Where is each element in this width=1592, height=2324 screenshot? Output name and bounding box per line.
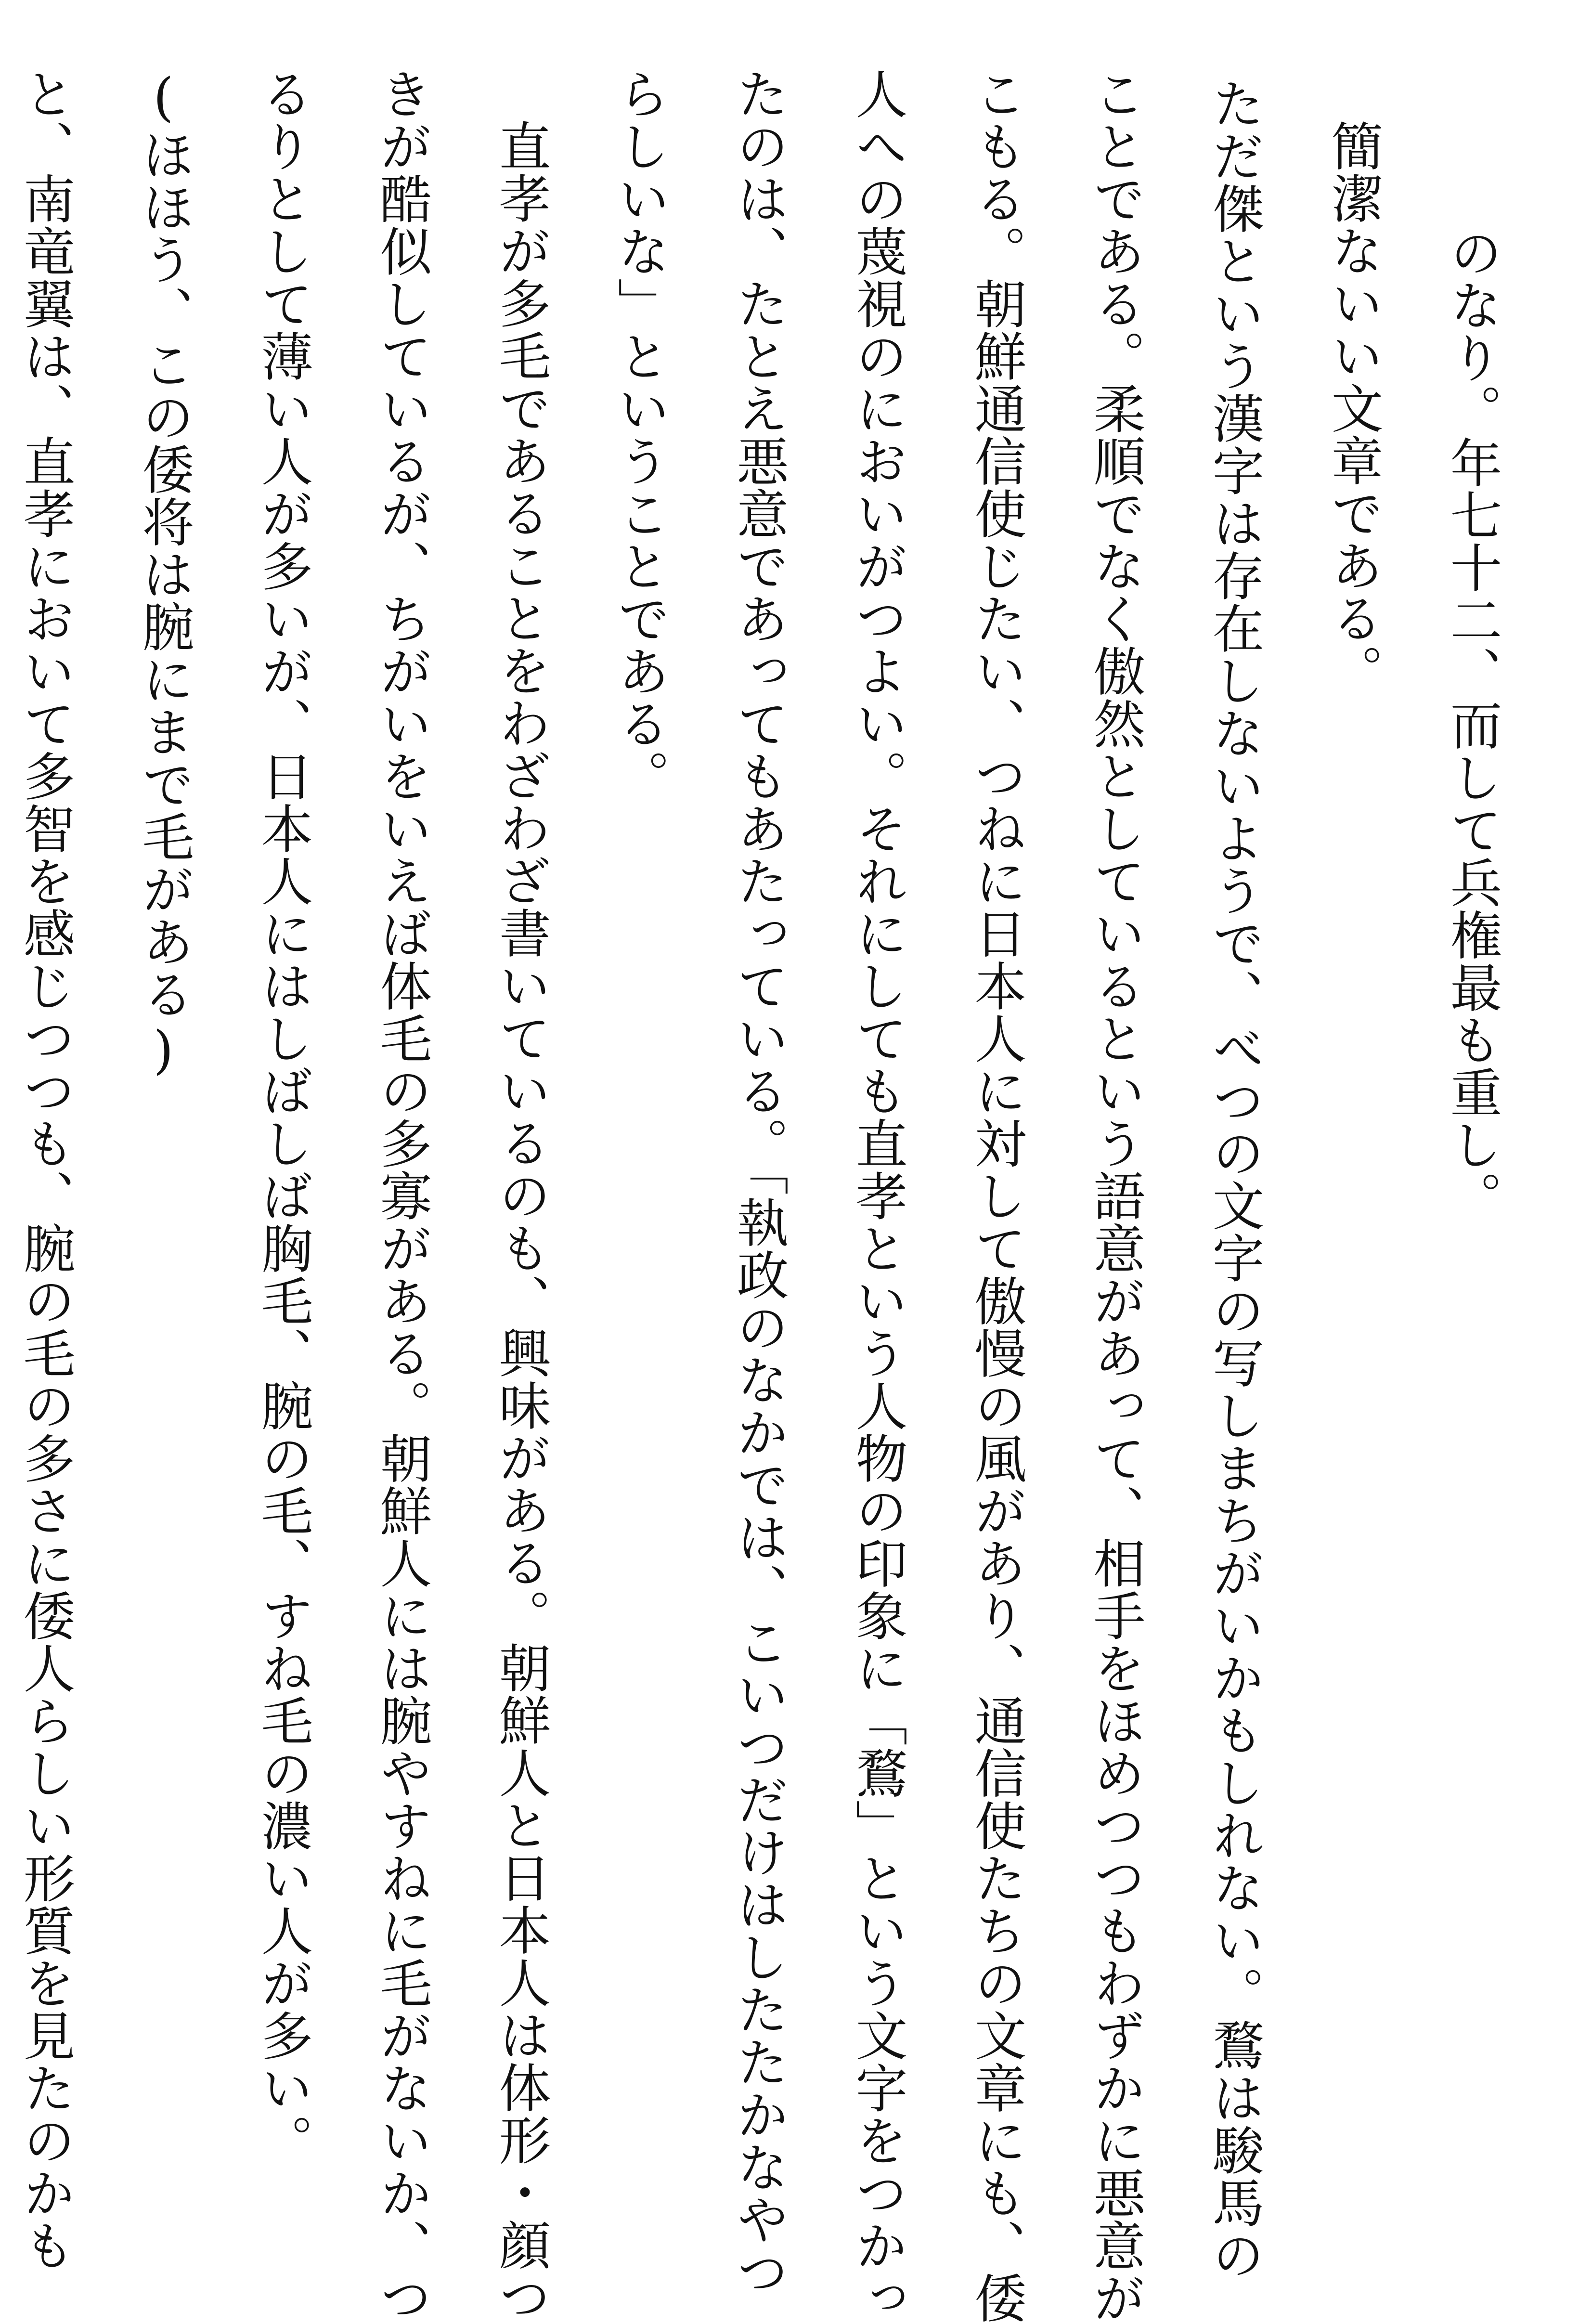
- text-line-9: 直孝が多毛であることをわざわざ書いているのも、興味がある。朝鮮人と日本人は体形・顔つ: [490, 119, 550, 2324]
- text-line-11: るりとして薄い人が多いが、日本人にはしばしば胸毛、腕の毛、すね毛の濃い人が多い。: [252, 67, 312, 2167]
- vertical-text-body: [14, 67, 1531, 2324]
- text-line-5: こもる。朝鮮通信使じたい、つねに日本人に対して傲慢の風があり、通信使たちの文章にも、倭: [966, 67, 1026, 2324]
- text-line-10: きが酷似しているが、ちがいをいえば体毛の多寡がある。朝鮮人には腕やすねに毛がないか、つ: [371, 67, 431, 2324]
- text-line-12: (ほほう、この倭将は腕にまで毛がある): [133, 67, 194, 1081]
- text-line-7: たのは、たとえ悪意であってもあたっている。「執政のなかでは、こいつだけはしたたかなやつ: [728, 67, 788, 2298]
- text-line-2: 簡潔ないい文章である。: [1322, 119, 1383, 697]
- text-line-6: 人への蔑視のにおいがつよい。それにしても直孝という人物の印象に「鶩」という文字をつかっ: [847, 67, 907, 2324]
- text-line-8: らしいな」ということである。: [609, 67, 669, 802]
- text-line-3: ただ傑という漢字は存在しないようで、べつの文字の写しまちがいかもしれない。鶩は駿馬の: [1204, 77, 1264, 2281]
- text-line-4: ことである。柔順でなく傲然としているという語意があって、相手をほめつつもわずかに悪意が: [1085, 67, 1145, 2324]
- text-line-1: のなり。年七十二、而して兵権最も重し。: [1441, 226, 1501, 1223]
- text-line-13: と、南竜翼は、直孝において多智を感じつつも、腕の毛の多さに倭人らしい形質を見たのかも: [14, 67, 75, 2272]
